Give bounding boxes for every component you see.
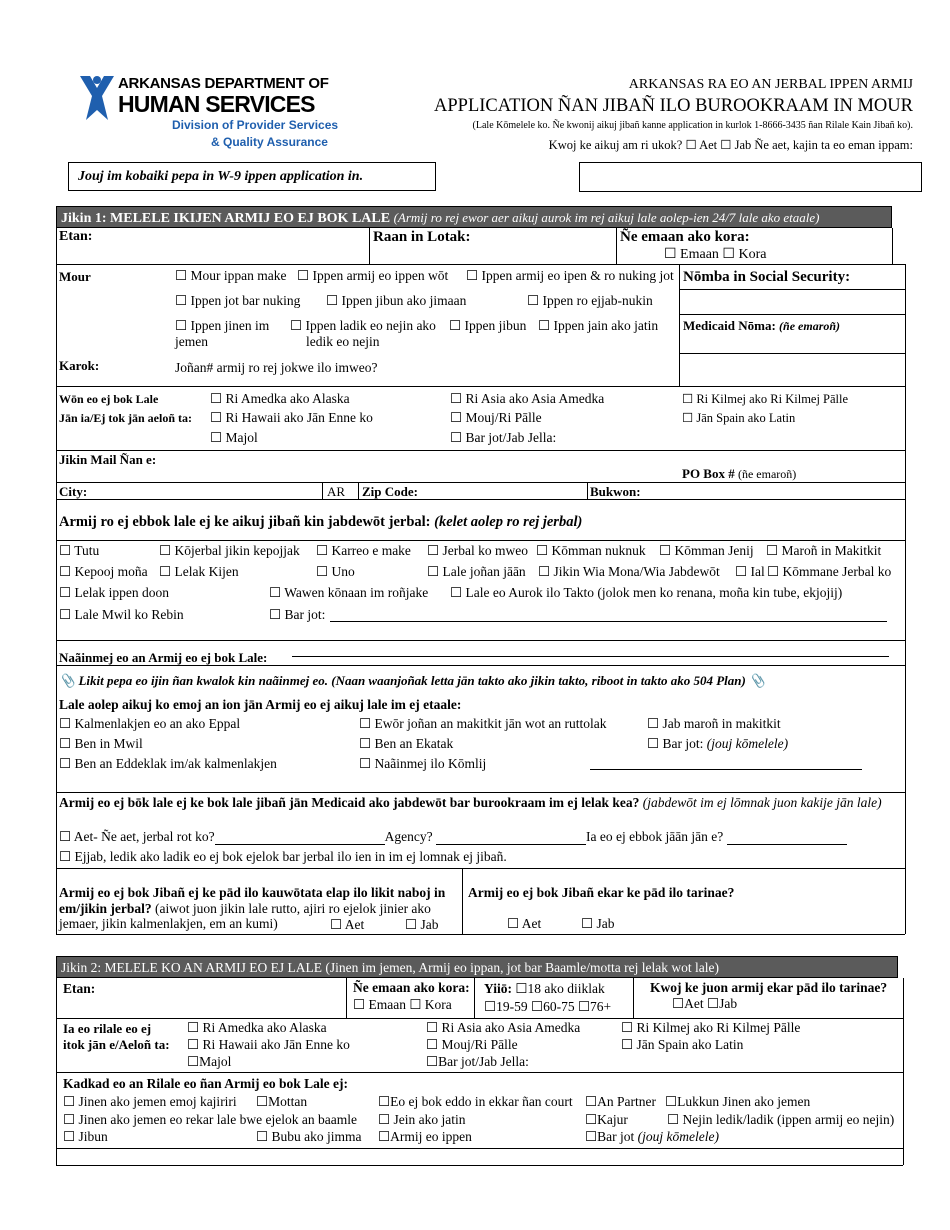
rel-opt-13-note: (jouj kōmelele)	[637, 1129, 719, 1144]
s1-race-label-2: Jān ia/Ej tok jān aeloñ ta:	[59, 411, 193, 425]
s1-medicaid-question-note: (jabdewōt im ej lōmnak juon kakije jān lale)	[642, 795, 882, 810]
s1-facility-yes[interactable]: ☐ Aet	[330, 917, 365, 932]
s1-living-opt-7[interactable]: ☐ Ippen jinen im	[175, 318, 270, 333]
rel-opt-9[interactable]: ☐ Nejin ledik/ladik (ippen armij eo nejin)	[667, 1112, 895, 1127]
s1-household-question[interactable]: Joñan# armij ro rej jokwe ilo imweo?	[175, 360, 378, 375]
s2-race-opt-6[interactable]: ☐Bar jot/Jab Jella:	[426, 1054, 529, 1069]
rel-opt-3[interactable]: ☐Eo ej bok eddo in ekkar ñan court	[378, 1094, 573, 1109]
rel-opt-4[interactable]: ☐An Partner	[585, 1094, 656, 1109]
svc-opt-19[interactable]: ☐ Bar jot:	[269, 607, 326, 622]
s1-living-opt-3[interactable]: ☐ Ippen armij eo ipen & ro nuking jot	[466, 268, 674, 283]
section1-header	[56, 206, 892, 228]
s1-medicaid-field[interactable]	[681, 355, 903, 385]
s2-age-row1	[484, 981, 605, 997]
s1-ssn-field[interactable]	[681, 291, 903, 313]
lives-opt-8-note: (jouj kōmelele)	[706, 736, 789, 751]
svc-opt-7[interactable]: ☐ Maroñ in Makitkit	[766, 543, 882, 558]
svc-opt-15[interactable]: ☐ Lelak ippen doon	[59, 585, 169, 600]
s1-medicaid-label-text: Medicaid Nōma:	[683, 318, 776, 333]
s1-gender-label: Ñe emaan ako kora:	[620, 229, 750, 245]
s1-state: AR	[327, 484, 346, 499]
rel-opt-1[interactable]: ☐ Jinen ako jemen emoj kajiriri	[63, 1094, 237, 1109]
s1-military-question: Armij eo ej bok Jibañ ekar ke pād ilo tarinae?	[468, 885, 735, 900]
s2-military-question: Kwoj ke juon armij ekar pād ilo tarinae?	[650, 980, 888, 995]
s1-living-opt-9[interactable]: ☐ Ippen jibun	[449, 318, 527, 333]
lives-opt-6[interactable]: ☐ Naãinmej ilo Kōmlij	[359, 756, 487, 771]
svc-opt-2[interactable]: ☐ Kōjerbal jikin kepojjak	[159, 543, 300, 558]
s2-relationship-title: Kadkad eo an Rilale eo ñan Armij eo bok Lale ej:	[63, 1076, 349, 1091]
s1-race-opt-7[interactable]: ☐ Ri Kilmej ako Ri Kilmej Pālle	[682, 392, 849, 406]
s1-pobox-note: (ñe emaroñ)	[737, 467, 797, 481]
s1-race-opt-5[interactable]: ☐ Mouj/Ri Pālle	[450, 410, 542, 425]
s1-living-opt-4[interactable]: ☐ Ippen jot bar nuking	[175, 293, 301, 308]
s1-medicaid-label	[683, 318, 840, 334]
s1-living-opt-8b: ledik eo nejin	[306, 334, 380, 349]
s1-lives-title: Lale aolep aikuj ko emoj an ion jān Armij eo ej aikuj lale im ej etaale:	[59, 697, 462, 712]
s1-living-opt-6[interactable]: ☐ Ippen ro ejjab-nukin	[527, 293, 653, 308]
rel-opt-13[interactable]	[585, 1129, 719, 1145]
svc-opt-13[interactable]: ☐ Ial	[735, 564, 765, 579]
svc-opt-5[interactable]: ☐ Kōmman nuknuk	[536, 543, 646, 558]
rel-opt-12[interactable]: ☐Armij eo ippen	[378, 1129, 472, 1144]
s2-race-opt-8[interactable]: ☐ Jān Spain ako Latin	[621, 1037, 744, 1052]
s1-ssn-label: Nōmba in Social Security:	[683, 269, 851, 285]
section2-header	[56, 956, 898, 978]
lives-opt-4[interactable]: ☐ Ewōr joñan an makitkit jān wot an ruttolak	[359, 716, 607, 731]
s1-attach-note-text: Likit pepa eo ijin ñan kwalok kin naãinmej eo. (Naan waanjoñak letta jān takto ako jikin takto, riboot in takto ako 504 Plan)	[78, 673, 746, 688]
s1-military-yes[interactable]: ☐ Aet	[507, 916, 542, 931]
rel-opt-2[interactable]: ☐Mottan	[256, 1094, 308, 1109]
lives-opt-3[interactable]: ☐ Ben an Eddeklak im/ak kalmenlakjen	[59, 756, 277, 771]
s1-living-opt-8[interactable]: ☐ Ippen ladik eo nejin ako	[290, 318, 436, 333]
s1-medicaid-yes-row	[59, 829, 847, 845]
rel-opt-8[interactable]: ☐Kajur	[585, 1112, 628, 1127]
s1-diagnosis-line[interactable]	[292, 656, 889, 657]
s2-race-opt-4[interactable]: ☐ Ri Asia ako Asia Amedka	[426, 1020, 581, 1035]
lives-other-line[interactable]	[590, 769, 862, 770]
svc-opt-6[interactable]: ☐ Kōmman Jenij	[659, 543, 754, 558]
s1-mail-label: Jikin Mail Ñan e:	[59, 452, 157, 467]
lives-opt-7[interactable]: ☐ Jab maroñ in makitkit	[647, 716, 781, 731]
svc-opt-4[interactable]: ☐ Jerbal ko mweo	[427, 543, 528, 558]
s1-race-opt-2[interactable]: ☐ Ri Hawaii ako Jān Enne ko	[210, 410, 373, 425]
dhs-logo	[78, 72, 339, 152]
paperclip-icon-2: 📎	[749, 673, 766, 688]
s2-race-opt-1[interactable]: ☐ Ri Amedka ako Alaska	[187, 1020, 327, 1035]
svc-opt-18[interactable]: ☐ Lale Mwil ko Rebin	[59, 607, 184, 622]
logo-line4: & Quality Assurance	[211, 135, 328, 149]
s1-race-opt-1[interactable]: ☐ Ri Amedka ako Alaska	[210, 391, 350, 406]
svc-opt-14[interactable]: ☐ Kōmmane Jerbal ko	[767, 564, 892, 579]
s1-medicaid-no[interactable]: ☐ Ejjab, ledik ako ladik eo ej bok ejelok bar jerbal ilo ien in im ej lomnak ej jibañ.	[59, 849, 507, 864]
rel-opt-6[interactable]: ☐ Jinen ako jemen eo rekar lale bwe ejelok an baamle	[63, 1112, 357, 1127]
s1-city-label: City:	[59, 484, 88, 499]
dhs-person-icon	[78, 74, 116, 122]
svc-opt-9[interactable]: ☐ Lelak Kijen	[159, 564, 239, 579]
s1-agency-label: Agency?	[384, 829, 433, 844]
logo-line2: HUMAN SERVICES	[118, 91, 315, 117]
s1-medicaid-note: (ñe emaroñ)	[779, 319, 841, 333]
s1-attach-note	[59, 673, 765, 689]
paperclip-icon: 📎	[59, 673, 76, 688]
s2-race-opt-3[interactable]: ☐Majol	[187, 1054, 232, 1069]
s1-services-note: (kelet aolep ro rej jerbal)	[434, 514, 583, 530]
s1-facility-question-text: Armij eo ej bok Jibañ ej ke pād ilo kauwōtata elap ilo likit naboj in em/jikin jerbal?	[59, 885, 446, 916]
s1-race-opt-3[interactable]: ☐ Majol	[210, 430, 258, 445]
agency-name: ARKANSAS RA EO AN JERBAL IPPEN ARMIJ	[628, 77, 913, 92]
s1-agency-field[interactable]	[436, 832, 586, 845]
s1-medicaid-question-text: Armij eo ej bōk lale ej ke bok lale jibañ jān Medicaid ako jabdewōt bar burookraam im ej lelak kea?	[59, 795, 640, 810]
s1-living-opt-7b: jemen	[175, 334, 208, 349]
svc-opt-12[interactable]: ☐ Jikin Wia Mona/Wia Jabdewōt	[538, 564, 720, 579]
s1-county-label: Bukwon:	[590, 484, 641, 499]
logo-line1: ARKANSAS DEPARTMENT OF	[118, 75, 329, 92]
s1-race-opt-4[interactable]: ☐ Ri Asia ako Asia Amedka	[450, 391, 605, 406]
s2-race-label-2: itok jān e/Aeloñ ta:	[63, 1037, 170, 1052]
s1-pobox-text: PO Box #	[682, 466, 735, 481]
svc-opt-16[interactable]: ☐ Wawen kōnaan im roñjake	[269, 585, 429, 600]
interpreter-question[interactable]: Kwoj ke aikuj am ri ukok? ☐ Aet ☐ Jab Ñe aet, kajin ta eo eman ippam:	[548, 138, 913, 152]
svc-opt-11[interactable]: ☐ Lale joñan jāān	[427, 564, 526, 579]
s1-race-label-1: Wōn eo ej bok Lale	[59, 392, 159, 406]
w9-note: Jouj im kobaiki pepa in W-9 ippen application in.	[78, 169, 364, 184]
s1-name-label: Etan:	[59, 229, 93, 244]
w9-note-box	[68, 162, 436, 191]
s1-medicaid-yes[interactable]: ☐ Aet- Ñe aet, jerbal rot ko?	[59, 829, 215, 844]
s2-age-opts[interactable]: ☐19-59 ☐60-75 ☐76+	[484, 999, 612, 1014]
s1-military-no[interactable]: ☐ Jab	[581, 916, 615, 931]
s2-race-opt-7[interactable]: ☐ Ri Kilmej ako Ri Kilmej Pālle	[621, 1020, 801, 1035]
lives-opt-8[interactable]	[647, 736, 788, 752]
s1-diagnosis-label: Naãinmej eo an Armij eo ej bok Lale:	[59, 650, 268, 665]
interpreter-language-field[interactable]	[579, 162, 922, 192]
s1-services-title	[59, 514, 582, 531]
s1-gender-options[interactable]: ☐ Emaan ☐ Kora	[664, 247, 767, 262]
rel-opt-11[interactable]: ☐ Bubu ako jimma	[256, 1129, 362, 1144]
s1-zip-label: Zip Code:	[362, 484, 418, 499]
s1-facility-no[interactable]: ☐ Jab	[405, 917, 439, 932]
section1-title: Jikin 1: MELELE IKIJEN ARMIJ EO EJ BOK LALE	[61, 211, 391, 226]
svc-opt-1[interactable]: ☐ Tutu	[59, 543, 100, 558]
lives-opt-2[interactable]: ☐ Ben in Mwil	[59, 736, 143, 751]
s1-when-field[interactable]	[727, 832, 847, 845]
s1-living-opt-10[interactable]: ☐ Ippen jain ako jatin	[538, 318, 659, 333]
section1-subtitle: (Armij ro rej ewor aer aikuj aurok im rej aikuj lale aolep-ien 24/7 lale ako etaale)	[393, 210, 820, 225]
s2-race-opt-2[interactable]: ☐ Ri Hawaii ako Jān Enne ko	[187, 1037, 350, 1052]
svc-opt-3[interactable]: ☐ Karreo e make	[316, 543, 411, 558]
s1-medicaid-services-field[interactable]	[215, 832, 385, 845]
lives-opt-5[interactable]: ☐ Ben an Ekatak	[359, 736, 454, 751]
s1-living-opt-5[interactable]: ☐ Ippen jibun ako jimaan	[326, 293, 467, 308]
s1-living-opt-1[interactable]: ☐ Mour ippan make	[175, 268, 287, 283]
svc-opt-8[interactable]: ☐ Kepooj moña	[59, 564, 148, 579]
s1-race-opt-8[interactable]: ☐ Jān Spain ako Latin	[682, 411, 796, 425]
s2-name-label: Etan:	[63, 981, 96, 996]
s1-facility-question-note: (aiwot juon jikin lale rutto, ajiri ro ejelok jinier ako jemaer, jikin kalmenlakjen, em an kumi)	[59, 900, 431, 931]
s2-gender-label: Ñe emaan ako kora:	[353, 980, 470, 995]
lives-opt-8-text[interactable]: ☐ Bar jot:	[647, 736, 704, 751]
s2-age-label: Yiiō:	[484, 981, 512, 996]
s1-medicaid-question	[59, 795, 894, 811]
svc-other-line[interactable]	[330, 621, 887, 622]
section2-title: Jikin 2: MELELE KO AN ARMIJ EO EJ LALE (Jinen im jemen, Armij eo ippan, jot bar Baamle/motta rej lelak wot lale)	[61, 960, 719, 975]
s1-race-opt-6[interactable]: ☐ Bar jot/Jab Jella:	[450, 430, 557, 445]
s2-age-opt1[interactable]: ☐18 ako diiklak	[515, 981, 605, 996]
rel-opt-13-text[interactable]: ☐Bar jot	[585, 1129, 635, 1144]
s1-when-label: Ia eo ej ebbok jāān jān e?	[586, 829, 724, 844]
s1-dob-label: Raan in Lotak:	[373, 229, 471, 245]
help-note: (Lale Kōmelele ko. Ñe kwonij aikuj jibañ kanne application in kurlok 1-8666-3435 ñan Rilale Kain Jibañ ko).	[472, 120, 913, 131]
rel-opt-10[interactable]: ☐ Jibun	[63, 1129, 108, 1144]
s2-race-opt-5[interactable]: ☐ Mouj/Ri Pālle	[426, 1037, 518, 1052]
s1-name-field[interactable]	[60, 246, 364, 262]
s1-mail-field[interactable]	[190, 452, 670, 482]
svc-opt-10[interactable]: ☐ Uno	[316, 564, 355, 579]
s2-gender-options[interactable]: ☐ Emaan ☐ Kora	[353, 997, 452, 1012]
rel-opt-7[interactable]: ☐ Jein ako jatin	[378, 1112, 466, 1127]
rel-opt-5[interactable]: ☐Lukkun Jinen ako jemen	[665, 1094, 811, 1109]
s1-phone-label: Karok:	[59, 358, 100, 373]
s2-race-label-1: Ia eo rilale eo ej	[63, 1021, 152, 1036]
s1-pobox-label	[682, 466, 796, 482]
s1-living-opt-2[interactable]: ☐ Ippen armij eo ippen wōt	[297, 268, 449, 283]
s1-facility-question	[59, 885, 459, 932]
s1-services-title-text: Armij ro ej ebbok lale ej ke aikuj jibañ kin jabdewōt jerbal:	[59, 514, 431, 530]
logo-line3: Division of Provider Services	[172, 118, 339, 132]
svc-opt-17[interactable]: ☐ Lale eo Aurok ilo Takto (jolok men ko renana, moña kin tube, ekjojij)	[450, 585, 843, 600]
s1-living-label: Mour	[59, 269, 91, 284]
form-title: APPLICATION ÑAN JIBAÑ ILO BUROOKRAAM IN MOUR	[434, 96, 913, 116]
lives-opt-1[interactable]: ☐ Kalmenlakjen eo an ako Eppal	[59, 716, 241, 731]
s2-military-options[interactable]: ☐Aet ☐Jab	[672, 996, 738, 1011]
